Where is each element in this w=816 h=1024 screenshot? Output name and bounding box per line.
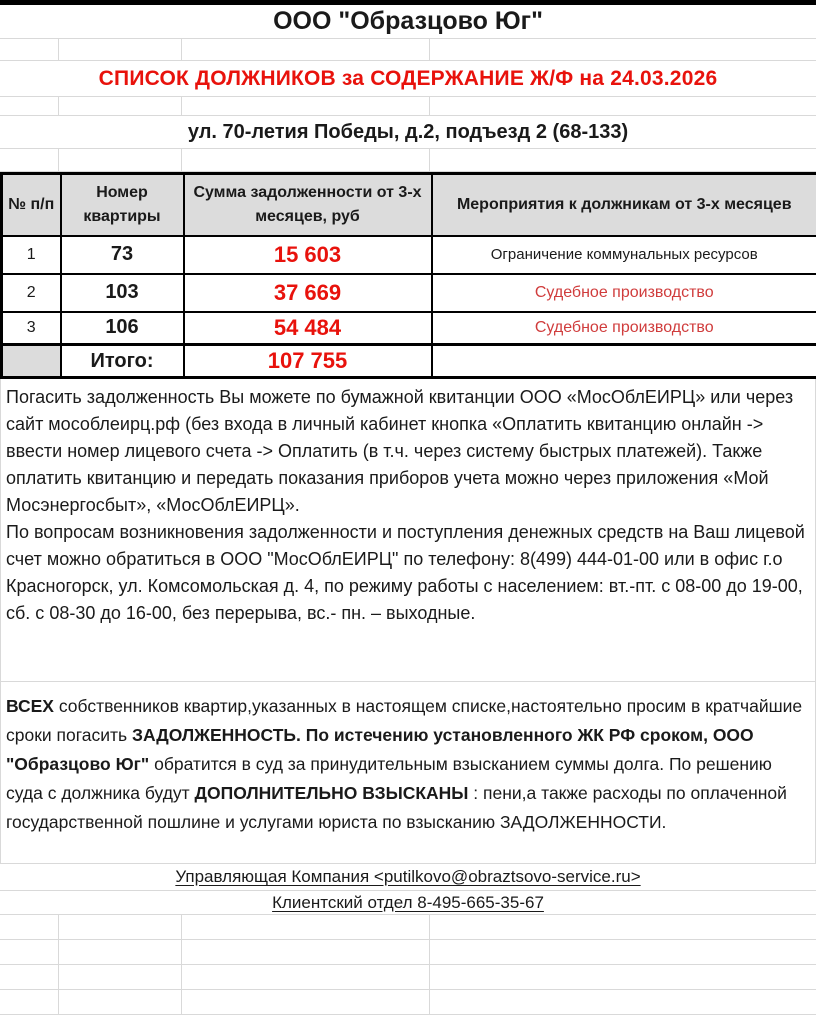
spacer-grid-row [0,97,816,116]
footer-email-link: Управляющая Компания <putilkovo@obraztsovo-service.ru> [175,867,641,886]
total-blank-cell [2,345,61,378]
debt-amount: 54 484 [184,312,432,345]
payment-info-block [0,379,816,682]
spacer-grid-row [0,39,816,61]
col-header-flat: Номер квартиры [61,174,184,236]
warning-paragraph [0,682,816,864]
row-number: 1 [2,236,61,274]
warning-seg: обратится в суд за принудительным взысканием суммы долга. По решению суда с должника будут [6,754,772,803]
address-line: ул. 70-летия Победы, д.2, подъезд 2 (68-133) [0,116,816,149]
col-header-debt: Сумма задолженности от 3-х месяцев, руб [184,174,432,236]
warning-seg: ЗАДОЛЖЕННОСТЬ. [131,725,301,745]
action-cell: Ограничение коммунальных ресурсов [432,236,816,274]
spacer-grid-row [0,940,816,965]
col-header-action: Мероприятия к должникам от 3-х месяцев [432,174,816,236]
warning-seg: По истечению установленного ЖК РФ сроком, ООО "Образцово Юг" [6,725,754,774]
info-paragraph-1: Погасить задолженность Вы можете по бумажной квитанции ООО «МосОблЕИРЦ» или через сайт мособлеирц.рф (без входа в личный кабинет кнопка «Оплатить квитанцию онлайн -> ввести номер лицевого счета -> Оплатить (в т.ч. через систему быстрых платежей). Также оплатить квитанцию и передать показания приборов учета можно через приложения «Мой Мосэнергосбыт», «МосОблЕИРЦ». [6,387,794,515]
action-cell: Судебное производство [432,312,816,345]
row-number: 2 [2,274,61,312]
flat-number: 73 [61,236,184,274]
table-row [2,312,816,345]
action-cell: Судебное производство [432,274,816,312]
debt-amount: 15 603 [184,236,432,274]
spacer-grid-row [0,915,816,940]
debt-amount: 37 669 [184,274,432,312]
spacer-grid-row [0,965,816,990]
total-label: Итого: [61,345,184,378]
warning-seg: ВСЕХ [6,696,54,716]
total-empty-cell [432,345,816,378]
list-header: СПИСОК ДОЛЖНИКОВ за СОДЕРЖАНИЕ Ж/Ф на 24.03.2026 [0,61,816,97]
page-title: ООО "Образцово Юг" [0,5,816,39]
col-header-num: № п/п [2,174,61,236]
total-value: 107 755 [184,345,432,378]
info-paragraph-2: По вопросам возникновения задолженности и поступления денежных средств на Ваш лицевой счет можно обратиться в ООО "МосОблЕИРЦ" по телефону: 8(499) 444-01-00 или в офис г.о Красногорск, ул. Комсомольская д. 4, по режиму работы с населением: вт.-пт. с 08-00 до 19-00, сб. с 08-30 до 16-00, без перерыва, вс.- пн. – выходные. [6,522,805,623]
table-row [2,274,816,312]
warning-seg: : пени,а также расходы по оплаченной государственной пошлине и услугами юриста по взысканию ЗАДОЛЖЕННОСТИ. [6,783,787,832]
flat-number: 106 [61,312,184,345]
warning-seg: ДОПОЛНИТЕЛЬНО ВЗЫСКАНЫ [194,783,469,803]
footer-management-row [0,864,816,891]
flat-number: 103 [61,274,184,312]
spacer-grid-row [0,990,816,1015]
debtors-table [0,172,816,379]
table-row [2,236,816,274]
footer-client-dept-row [0,891,816,915]
row-number: 3 [2,312,61,345]
total-row [2,345,816,378]
table-header-row [2,174,816,236]
spacer-grid-row [0,149,816,172]
warning-seg: собственников квартир,указанных в настоящем списке,настоятельно просим в кратчайшие сроки погасить [6,696,803,745]
footer-phone-line: Клиентский отдел 8-495-665-35-67 [272,892,544,912]
